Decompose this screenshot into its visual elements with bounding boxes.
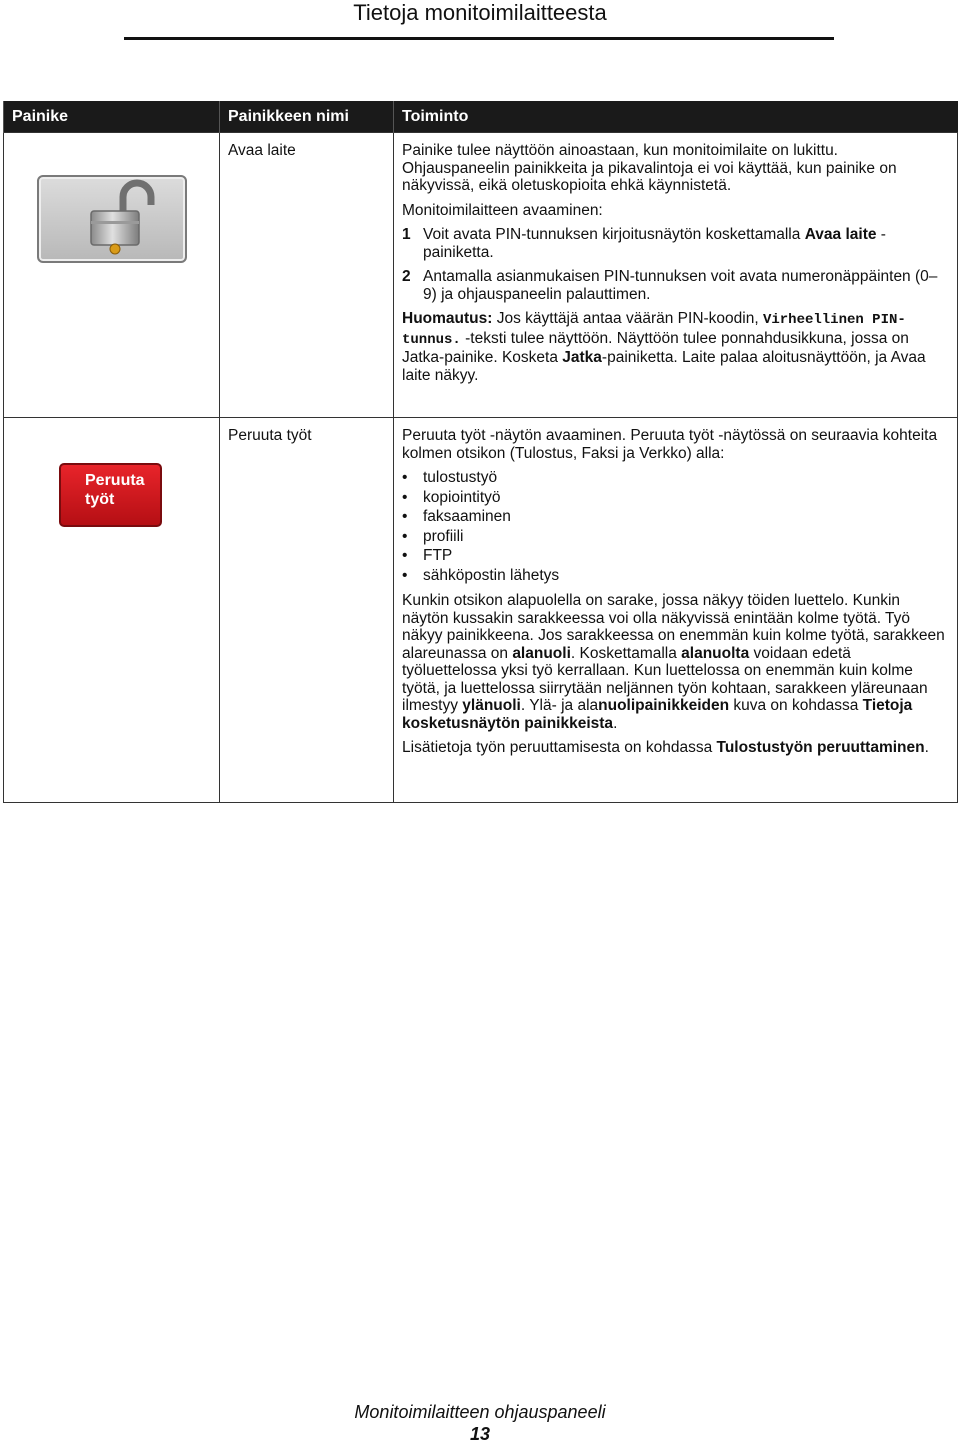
- column-header-button: Painike: [4, 101, 220, 133]
- page-number: 13: [469, 1424, 491, 1444]
- button-name-cell: Avaa laite: [220, 133, 394, 418]
- table-row: [4, 418, 958, 803]
- button-image-cell: [4, 133, 220, 418]
- bullet-list: [402, 469, 949, 584]
- step-text: Antamalla asianmukaisen PIN-tunnuksen voit avata numeronäppäinten (0–9) ja ohjauspaneelin palauttimen.: [423, 268, 938, 303]
- note-text: Huomautus: Jos käyttäjä antaa väärän PIN-koodin, Virheellinen PIN-tunnus. -teksti tulee näyttöön. Näyttöön tulee ponnahdusikkuna, jossa on Jatka-painike. Kosketa Jatka-painiketta. Laite palaa aloitusnäyttöön, ja Avaa laite näkyy.: [402, 310, 926, 384]
- step-number: 1: [402, 226, 411, 243]
- list-item: • profiili: [402, 527, 464, 545]
- column-header-name: Painikkeen nimi: [220, 101, 394, 133]
- button-name-cell: Peruuta työt: [220, 418, 394, 803]
- column-header-function: Toiminto: [394, 101, 958, 133]
- table-row: [4, 133, 958, 418]
- error-message-code: Virheellinen PIN-tunnus.: [402, 312, 906, 348]
- description-text: Kunkin otsikon alapuolella on sarake, jossa näkyy töiden luettelo. Kunkin näytön kussakin sarakkeessa voi olla näkyvissä enintään kolme työtä. Työ näkyy painikkeena. Jos sarakkeessa on enemmän kuin kolme työtä, sarakkeen alareunassa on alanuoli. Koskettamalla alanuolta voidaan edetä työluettelossa yksi työ kerrallaan. Kun luettelossa on enemmän kuin kolme työtä, ja luettelossa siirrytään neljännen työn kohtaan, sarakkeen yläreunaan ilmestyy ylänuoli. Ylä- ja alanuolipainikkeiden kuva on kohdassa Tietoja kosketusnäytön painikkeista.: [402, 592, 945, 732]
- footer-section-title: Monitoimilaitteen ohjauspaneeli: [354, 1402, 606, 1422]
- cancel-jobs-button-image: Peruuta työt: [59, 463, 162, 527]
- list-item: • kopiointityö: [402, 488, 501, 506]
- note-label: Huomautus:: [402, 310, 493, 327]
- unlock-padlock-icon: [37, 175, 187, 263]
- numbered-step: [402, 268, 949, 303]
- button-image-cell: [4, 418, 220, 803]
- numbered-step: [402, 226, 949, 261]
- description-text: Painike tulee näyttöön ainoastaan, kun monitoimilaite on lukittu. Ohjauspaneelin painikkeita ja pikavalintoja ei voi käyttää, kun painike on näkyvissä, eikä oletuskopioita ehkä käynnistetä.: [402, 142, 897, 194]
- cross-reference-link[interactable]: Tulostustyön peruuttaminen: [716, 739, 925, 756]
- title-rule: [124, 37, 834, 40]
- description-text: Lisätietoja työn peruuttamisesta on kohdassa Tulostustyön peruuttaminen.: [402, 739, 929, 756]
- step-text: Voit avata PIN-tunnuksen kirjoitusnäytön koskettamalla Avaa laite -painiketta.: [423, 226, 886, 261]
- description-text: Peruuta työt -näytön avaaminen. Peruuta työt -näytössä on seuraavia kohteita kolmen otsikon (Tulostus, Faksi ja Verkko) alla:: [402, 427, 938, 462]
- page-title: Tietoja monitoimilaitteesta: [353, 0, 607, 25]
- cross-reference-link[interactable]: Tietoja kosketusnäytön painikkeista: [402, 697, 913, 732]
- table-header-row: [4, 101, 958, 133]
- function-cell: [394, 418, 958, 803]
- function-cell: [394, 133, 958, 418]
- button-table: [3, 101, 958, 803]
- description-text: Monitoimilaitteen avaaminen:: [402, 201, 603, 219]
- list-item: • tulostustyö: [402, 469, 498, 486]
- list-item: • sähköpostin lähetys: [402, 566, 560, 584]
- step-number: 2: [402, 268, 411, 285]
- list-item: • faksaaminen: [402, 508, 511, 525]
- list-item: • FTP: [402, 547, 453, 564]
